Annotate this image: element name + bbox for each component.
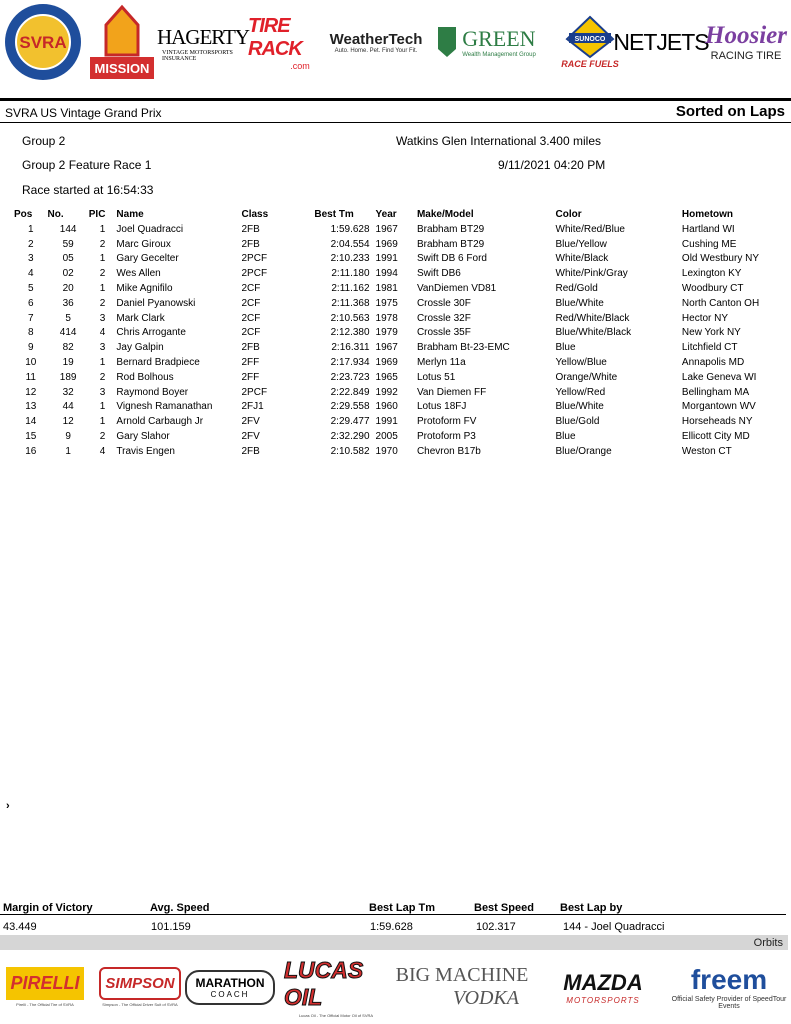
cell-class: 2FB <box>241 445 260 457</box>
table-row <box>14 370 791 385</box>
cell-year: 1970 <box>375 445 398 457</box>
cell-driver-name: Jay Galpin <box>116 342 164 354</box>
cell-make-model: Crossle 32F <box>416 312 471 324</box>
col-color: Color <box>555 208 582 220</box>
cell-color: Red/Gold <box>555 283 598 295</box>
cell-make-model: Brabham BT29 <box>416 223 485 235</box>
stats-rule <box>0 914 786 915</box>
table-row <box>14 340 791 355</box>
weathertech-logo-text: WeatherTech <box>329 30 423 48</box>
cell-year: 1975 <box>375 297 398 309</box>
netjets-logo <box>613 6 709 78</box>
cell-color: Blue/Yellow <box>555 238 607 250</box>
cell-driver-name: Vignesh Ramanathan <box>116 401 213 413</box>
cell-color: Blue <box>555 431 576 443</box>
cell-pic: 3 <box>99 342 106 354</box>
cell-pos: 1 <box>27 223 34 235</box>
hagerty-logo <box>156 6 250 80</box>
cell-class: 2PCF <box>241 253 268 265</box>
cell-make-model: Protoform FV <box>416 416 477 428</box>
green-logo <box>432 8 540 76</box>
cell-year: 1969 <box>375 238 398 250</box>
lucas-oil-logo <box>284 955 388 1019</box>
cell-hometown: Cushing ME <box>681 238 737 250</box>
cell-make-model: Swift DB 6 Ford <box>416 253 487 265</box>
cell-car-number: 9 <box>65 431 71 443</box>
margin-of-victory-label: Margin of Victory <box>3 902 93 914</box>
table-row <box>14 385 791 400</box>
cell-hometown: Annapolis MD <box>681 357 745 369</box>
cell-best-time: 2:10.582 <box>330 445 370 457</box>
sort-label: Sorted on Laps <box>675 103 785 120</box>
cell-pic: 1 <box>99 283 106 295</box>
weathertech-logo-caption: Auto. Home. Pet. Find Your Fit. <box>334 47 418 54</box>
cell-driver-name: Mark Clark <box>116 312 165 324</box>
svra-logo-text: SVRA <box>19 33 67 52</box>
netjets-logo-text: NETJETS <box>613 28 709 55</box>
cell-hometown: Hector NY <box>681 312 729 324</box>
cell-best-time: 2:11.180 <box>331 268 370 280</box>
cell-hometown: Morgantown WV <box>681 401 756 413</box>
table-row <box>14 429 791 444</box>
stray-mark: › <box>6 800 10 812</box>
cell-class: 2FV <box>241 416 260 428</box>
cell-pos: 2 <box>27 238 34 250</box>
cell-hometown: Weston CT <box>681 445 732 457</box>
cell-driver-name: Wes Allen <box>116 268 161 280</box>
cell-class: 2FF <box>241 357 260 369</box>
pirelli-logo <box>4 955 86 1019</box>
cell-hometown: North Canton OH <box>681 297 760 309</box>
cell-make-model: Lotus 51 <box>416 371 456 383</box>
cell-best-time: 2:11.162 <box>331 283 370 295</box>
cell-color: Blue/Orange <box>555 445 612 457</box>
cell-class: 2FB <box>241 238 260 250</box>
cell-car-number: 414 <box>59 327 77 339</box>
sunoco-logo <box>560 4 620 80</box>
cell-driver-name: Travis Engen <box>116 445 175 457</box>
cell-driver-name: Joel Quadracci <box>116 223 184 235</box>
cell-pic: 4 <box>99 327 106 339</box>
track-label: Watkins Glen International 3.400 miles <box>396 134 601 148</box>
cell-make-model: Protoform P3 <box>416 431 476 443</box>
lucas-oil-logo-text: LUCAS OIL <box>284 956 364 1010</box>
cell-pic: 3 <box>99 312 106 324</box>
cell-pos: 9 <box>27 342 34 354</box>
marathon-logo-text: MARATHON <box>195 975 265 990</box>
big-machine-vodka-logo <box>394 953 530 1021</box>
cell-class: 2FV <box>241 431 260 443</box>
cell-best-time: 2:10.563 <box>330 312 370 324</box>
cell-best-time: 2:10.233 <box>330 253 370 265</box>
table-row <box>14 266 791 281</box>
cell-best-time: 2:17.934 <box>330 357 370 369</box>
group-label: Group 2 <box>22 134 66 148</box>
sunoco-logo-text: SUNOCO <box>574 36 606 43</box>
cell-make-model: Crossle 30F <box>416 297 471 309</box>
cell-pos: 11 <box>25 371 36 383</box>
freem-logo-text: freem <box>690 964 768 995</box>
cell-best-time: 1:59.628 <box>330 223 370 235</box>
cell-color: White/Pink/Gray <box>555 268 628 280</box>
cell-car-number: 12 <box>62 416 74 428</box>
lucas-oil-logo-caption: Lucas Oil - The Official Motor Oil of SVRA <box>298 1012 374 1018</box>
cell-driver-name: Chris Arrogante <box>116 327 186 339</box>
col-pos: Pos <box>14 208 33 220</box>
results-header-row <box>14 208 791 222</box>
sunoco-logo-caption: RACE FUELS <box>561 59 619 69</box>
avg-speed-value: 101.159 <box>151 921 191 933</box>
best-lap-time-value: 1:59.628 <box>370 921 413 933</box>
marathon-coach-logo <box>188 955 272 1019</box>
cell-pic: 1 <box>99 253 106 265</box>
margin-of-victory-value: 43.449 <box>3 921 37 933</box>
col-hometown: Hometown <box>681 208 734 220</box>
cell-driver-name: Arnold Carbaugh Jr <box>116 416 204 428</box>
cell-car-number: 05 <box>62 253 74 265</box>
tire-rack-logo <box>248 8 322 78</box>
avg-speed-label: Avg. Speed <box>150 902 210 914</box>
cell-best-time: 2:12.380 <box>330 327 370 339</box>
col-class: Class <box>241 208 269 220</box>
cell-year: 1979 <box>375 327 398 339</box>
cell-pic: 2 <box>99 371 106 383</box>
cell-best-time: 2:11.368 <box>331 297 370 309</box>
col-name: Name <box>116 208 144 220</box>
event-title: SVRA US Vintage Grand Prix <box>5 106 162 120</box>
cell-car-number: 1 <box>65 445 71 457</box>
marathon-logo-caption: COACH <box>210 989 250 999</box>
cell-car-number: 144 <box>59 223 77 235</box>
cell-pic: 4 <box>99 445 106 457</box>
cell-year: 1960 <box>375 401 398 413</box>
cell-year: 1969 <box>375 357 398 369</box>
pirelli-logo-text: PIRELLI <box>6 967 83 1000</box>
results-body <box>14 222 791 459</box>
cell-color: Red/White/Black <box>555 312 630 324</box>
cell-driver-name: Bernard Bradpiece <box>116 357 200 369</box>
cell-class: 2CF <box>241 283 261 295</box>
table-row <box>14 326 791 341</box>
cell-pos: 7 <box>27 312 34 324</box>
table-row <box>14 400 791 415</box>
table-row <box>14 296 791 311</box>
cell-pos: 4 <box>27 268 34 280</box>
cell-driver-name: Rod Bolhous <box>116 371 174 383</box>
cell-color: Blue/White <box>555 401 604 413</box>
cell-driver-name: Gary Gecelter <box>116 253 179 265</box>
cell-year: 1992 <box>375 386 398 398</box>
cell-class: 2FB <box>241 223 260 235</box>
cell-pic: 1 <box>99 223 106 235</box>
col-no: No. <box>47 208 64 220</box>
sponsor-strip-top <box>0 0 791 96</box>
cell-car-number: 82 <box>62 342 74 354</box>
cell-car-number: 59 <box>62 238 74 250</box>
cell-hometown: Litchfield CT <box>681 342 738 354</box>
table-row <box>14 252 791 267</box>
cell-make-model: Van Diemen FF <box>416 386 487 398</box>
best-lap-time-label: Best Lap Tm <box>369 902 436 914</box>
cell-driver-name: Mike Agnifilo <box>116 283 173 295</box>
cell-pic: 2 <box>99 238 106 250</box>
cell-driver-name: Raymond Boyer <box>116 386 189 398</box>
best-speed-label: Best Speed <box>474 902 534 914</box>
cell-year: 1967 <box>375 342 398 354</box>
cell-make-model: Swift DB6 <box>416 268 461 280</box>
cell-best-time: 2:32.290 <box>330 431 370 443</box>
race-datetime: 9/11/2021 04:20 PM <box>498 158 606 172</box>
hagerty-logo-caption: VINTAGE MOTORSPORTS INSURANCE <box>162 49 233 62</box>
cell-hometown: Hartland WI <box>681 223 735 235</box>
table-row <box>14 414 791 429</box>
cell-color: Yellow/Blue <box>555 357 607 369</box>
cell-pos: 10 <box>25 357 37 369</box>
svra-logo <box>2 0 84 84</box>
cell-best-time: 2:22.849 <box>330 386 370 398</box>
cell-pos: 12 <box>25 386 37 398</box>
cell-make-model: Chevron B17b <box>416 445 481 457</box>
freem-logo <box>670 953 788 1021</box>
col-pic: PIC <box>88 208 106 220</box>
cell-make-model: VanDiemen VD81 <box>416 283 497 295</box>
cell-hometown: Lexington KY <box>681 268 742 280</box>
cell-color: Blue/White <box>555 297 604 309</box>
tire-rack-logo-text: TIRE RACK <box>248 15 302 60</box>
cell-year: 1991 <box>375 416 398 428</box>
cell-color: White/Black <box>555 253 609 265</box>
weathertech-logo <box>330 14 422 70</box>
cell-class: 2PCF <box>241 386 268 398</box>
cell-best-time: 2:16.311 <box>331 342 370 354</box>
cell-pic: 3 <box>99 386 106 398</box>
best-speed-value: 102.317 <box>476 921 516 933</box>
cell-pic: 2 <box>99 297 106 309</box>
sponsor-strip-bottom <box>0 951 791 1024</box>
header-rule <box>0 98 791 101</box>
cell-class: 2FF <box>241 371 260 383</box>
cell-driver-name: Marc Giroux <box>116 238 171 250</box>
hagerty-logo-text: HAGERTY <box>156 24 250 49</box>
table-row <box>14 355 791 370</box>
cell-driver-name: Gary Slahor <box>116 431 170 443</box>
pirelli-logo-caption: Pirelli - The Official Tire of SVRA <box>16 1002 74 1007</box>
hoosier-logo <box>704 4 788 80</box>
cell-make-model: Merlyn 11a <box>416 357 466 369</box>
cell-car-number: 36 <box>62 297 74 309</box>
cell-make-model: Crossle 35F <box>416 327 471 339</box>
cell-hometown: Bellingham MA <box>681 386 750 398</box>
cell-car-number: 32 <box>62 386 74 398</box>
hoosier-logo-text: Hoosier <box>705 22 787 49</box>
table-row <box>14 237 791 252</box>
best-lap-by-label: Best Lap by <box>560 902 623 914</box>
cell-driver-name: Daniel Pyanowski <box>116 297 196 309</box>
cell-pic: 1 <box>99 401 106 413</box>
cell-color: Orange/White <box>555 371 618 383</box>
cell-year: 1994 <box>375 268 398 280</box>
col-best-time: Best Tm <box>314 208 354 220</box>
cell-color: Blue/White/Black <box>555 327 632 339</box>
cell-best-time: 2:04.554 <box>330 238 370 250</box>
cell-class: 2FB <box>241 342 260 354</box>
cell-car-number: 5 <box>65 312 71 324</box>
cell-make-model: Brabham BT29 <box>416 238 485 250</box>
cell-hometown: Horseheads NY <box>681 416 753 428</box>
mazda-logo-caption: MOTORSPORTS <box>566 995 640 1005</box>
simpson-logo <box>102 955 178 1019</box>
cell-pos: 16 <box>25 445 37 457</box>
green-logo-text: GREEN <box>462 26 536 51</box>
cell-year: 1991 <box>375 253 398 265</box>
race-label: Group 2 Feature Race 1 <box>22 158 152 172</box>
col-year: Year <box>375 208 397 220</box>
cell-make-model: Lotus 18FJ <box>416 401 467 413</box>
table-row <box>14 281 791 296</box>
cell-pos: 15 <box>25 431 37 443</box>
col-make-model: Make/Model <box>416 208 474 220</box>
cell-pos: 6 <box>27 297 34 309</box>
table-row <box>14 222 791 237</box>
cell-pic: 1 <box>99 357 106 369</box>
cell-color: Blue <box>555 342 576 354</box>
race-start-time: Race started at 16:54:33 <box>22 183 154 197</box>
big-machine-logo-text: BIG MACHINE <box>395 964 529 986</box>
cell-best-time: 2:23.723 <box>330 371 370 383</box>
mazda-motorsports-logo <box>540 957 666 1017</box>
cell-class: 2CF <box>241 327 261 339</box>
cell-hometown: Old Westbury NY <box>681 253 759 265</box>
cell-year: 1978 <box>375 312 398 324</box>
cell-car-number: 20 <box>62 283 74 295</box>
cell-class: 2FJ1 <box>241 401 264 413</box>
cell-hometown: Woodbury CT <box>681 283 744 295</box>
orbits-label: Orbits <box>753 937 783 949</box>
cell-color: Yellow/Red <box>555 386 606 398</box>
cell-year: 1965 <box>375 371 398 383</box>
cell-pic: 2 <box>99 431 106 443</box>
tire-rack-logo-caption: .com <box>290 61 310 71</box>
cell-pos: 14 <box>25 416 37 428</box>
cell-make-model: Brabham Bt-23-EMC <box>416 342 510 354</box>
cell-color: White/Red/Blue <box>555 223 625 235</box>
cell-car-number: 44 <box>62 401 74 413</box>
green-logo-caption: Wealth Management Group <box>462 52 536 58</box>
cell-class: 2PCF <box>241 268 268 280</box>
freem-logo-caption: Official Safety Provider of SpeedTour Events <box>671 996 787 1010</box>
mazda-logo-text: MAZDA <box>563 969 643 995</box>
mission-logo <box>87 2 157 82</box>
cell-pos: 3 <box>27 253 34 265</box>
cell-best-time: 2:29.477 <box>330 416 370 428</box>
cell-pic: 1 <box>99 416 106 428</box>
hoosier-logo-caption: RACING TIRE <box>710 50 782 62</box>
cell-class: 2CF <box>241 312 261 324</box>
simpson-logo-caption: Simpson - The Official Driver Suit of SVRA <box>102 1002 178 1007</box>
mission-logo-text: MISSION <box>94 61 150 76</box>
simpson-logo-text: SIMPSON <box>99 967 180 1000</box>
cell-pic: 2 <box>99 268 106 280</box>
cell-class: 2CF <box>241 297 261 309</box>
best-lap-by-value: 144 - Joel Quadracci <box>563 921 665 933</box>
table-row <box>14 311 791 326</box>
table-row <box>14 444 791 459</box>
cell-car-number: 02 <box>62 268 74 280</box>
cell-car-number: 19 <box>62 357 74 369</box>
cell-year: 1981 <box>375 283 398 295</box>
cell-hometown: Ellicott City MD <box>681 431 750 443</box>
cell-year: 2005 <box>375 431 398 443</box>
cell-car-number: 189 <box>59 371 77 383</box>
cell-color: Blue/Gold <box>555 416 600 428</box>
cell-best-time: 2:29.558 <box>330 401 370 413</box>
cell-hometown: Lake Geneva WI <box>681 371 757 383</box>
cell-pos: 5 <box>27 283 34 295</box>
orbits-bar <box>0 935 788 950</box>
cell-year: 1967 <box>375 223 398 235</box>
title-rule <box>0 122 791 123</box>
cell-pos: 13 <box>25 401 37 413</box>
results-table <box>14 208 791 459</box>
big-machine-logo-caption: VODKA <box>452 987 520 1009</box>
cell-hometown: New York NY <box>681 327 741 339</box>
cell-pos: 8 <box>27 327 34 339</box>
